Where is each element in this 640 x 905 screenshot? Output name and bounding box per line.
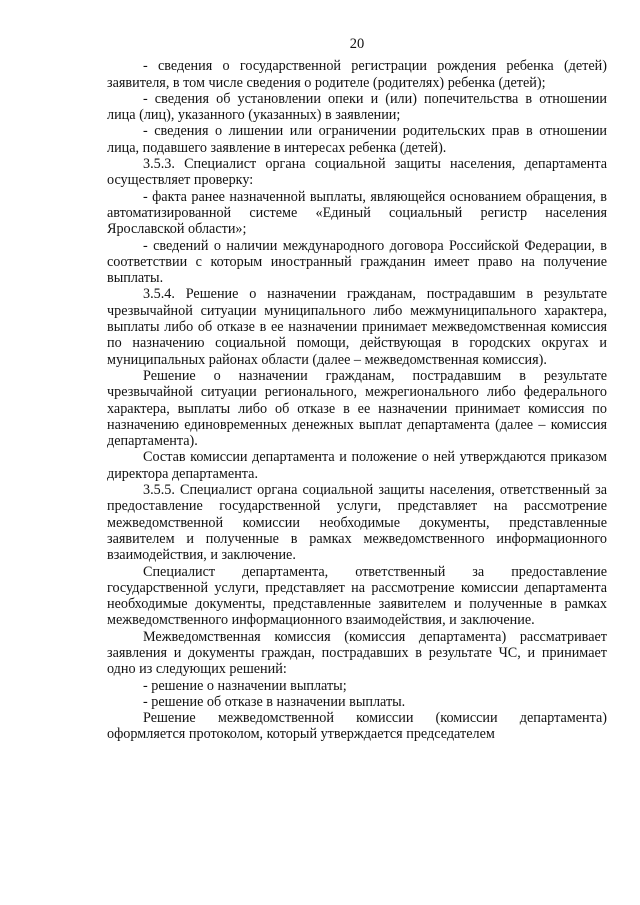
paragraph-international-treaty: - сведений о наличии международного договора Российской Федерации, в соответствии с которым иностранный гражданин имеет право на получение выплаты. (107, 237, 607, 287)
paragraph-decision-refuse: - решение об отказе в назначении выплаты. (143, 693, 406, 710)
paragraph-department-specialist: Специалист департамента, ответственный за предоставление государственной услуги, представляет на рассмотрение комиссии департамента необходимые документы, представленные заявителем и полученные в рамках межведомственного информационного взаимодействия, и заключение. (107, 563, 607, 629)
page-number: 20 (349, 36, 365, 52)
paragraph-3-5-3: 3.5.3. Специалист органа социальной защиты населения, департамента осуществляет проверку: (107, 156, 607, 189)
paragraph-protocol: Решение межведомственной комиссии (комиссии департамента) оформляется протоколом, который утверждается председателем (107, 710, 607, 743)
paragraph-3-5-4: 3.5.4. Решение о назначении гражданам, пострадавшим в результате чрезвычайной ситуации муниципального либо межмуниципального характера, выплаты либо об отказе в ее назначении принимает межведомственная комиссия по назначению социальной помощи, действующая в городских округах и муниципальных районах области (далее – межведомственная комиссия). (107, 286, 607, 368)
paragraph-birth-registration: - сведения о государственной регистрации рождения ребенка (детей) заявителя, в том числе сведения о родителе (родителях) ребенка (детей); (107, 58, 607, 91)
paragraph-regional-decision: Решение о назначении гражданам, пострадавшим в результате чрезвычайной ситуации регионального, межрегионального либо федерального характера, выплаты либо об отказе в ее назначении принимает комиссия по назначению единовременных денежных выплат департамента (далее – комиссия департамента). (107, 367, 607, 450)
document-page (107, 36, 607, 743)
paragraph-previous-payment: - факта ранее назначенной выплаты, являющейся основанием обращения, в автоматизированной системе «Единый социальный регистр населения Ярославской области»; (107, 188, 607, 238)
paragraph-guardianship: - сведения об установлении опеки и (или) попечительства в отношении лица (лиц), указанного (указанных) в заявлении; (107, 90, 607, 124)
paragraph-parental-rights: - сведения о лишении или ограничении родительских прав в отношении лица, подавшего заявление в интересах ребенка (детей). (107, 123, 607, 156)
paragraph-3-5-5: 3.5.5. Специалист органа социальной защиты населения, ответственный за предоставление государственной услуги, представляет на рассмотрение межведомственной комиссии необходимые документы, представленные заявителем и полученные в рамках межведомственного информационного взаимодействия, и заключение. (107, 482, 607, 564)
paragraph-commission-composition: Состав комиссии департамента и положение о ней утверждаются приказом директора департамента. (107, 449, 607, 482)
paragraph-decision-grant: - решение о назначении выплаты; (143, 677, 347, 694)
paragraph-commission-review: Межведомственная комиссия (комиссия департамента) рассматривает заявления и документы граждан, пострадавших в результате ЧС, и принимает одно из следующих решений: (107, 628, 607, 678)
